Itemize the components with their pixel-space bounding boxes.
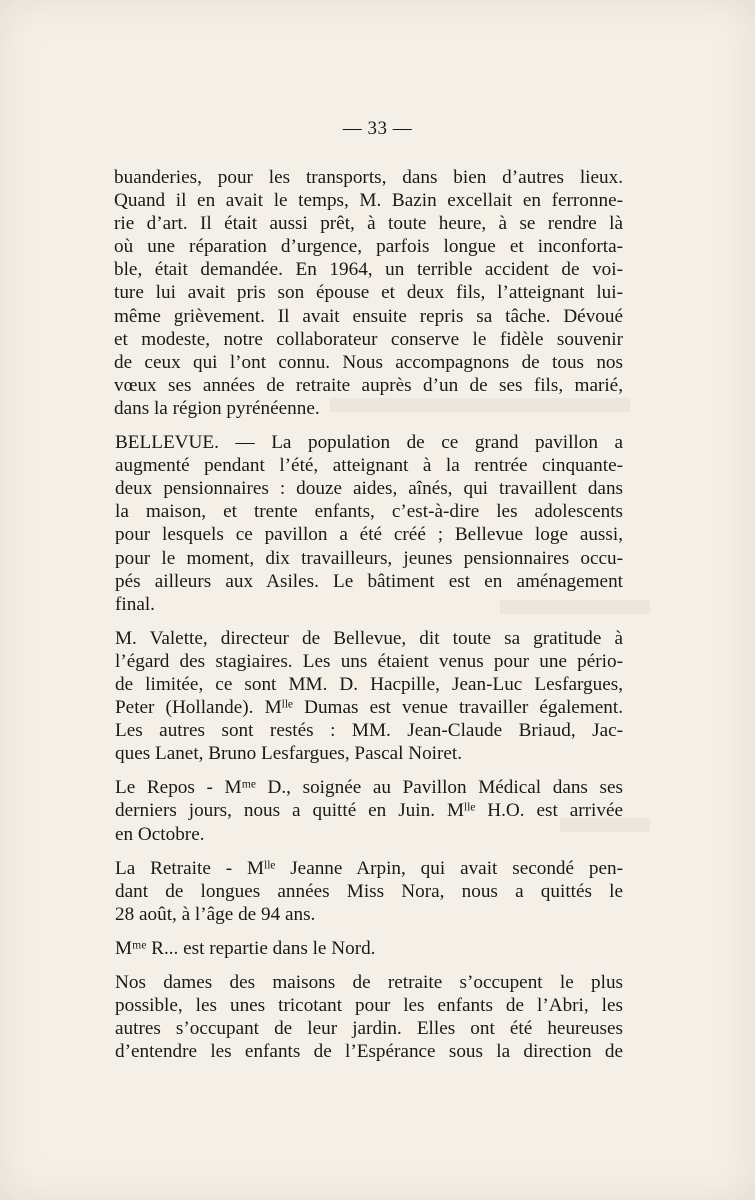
text-line: derniers jours, nous a quitté en Juin. Mˡˡᵉ H.O. est arrivée: [115, 800, 623, 822]
text-line: final.: [115, 593, 155, 615]
text-line: 28 août, à l’âge de 94 ans.: [115, 903, 316, 925]
text-line: buanderies, pour les transports, dans bien d’autres lieux.: [114, 167, 623, 188]
paragraph: [115, 857, 623, 926]
text-line: et modeste, notre collaborateur conserve le fidèle souvenir: [114, 328, 623, 350]
text-line: Mᵐᵉ R... est repartie dans le Nord.: [115, 937, 376, 959]
text-line: ble, était demandée. En 1964, un terrible accident de voi-: [114, 259, 623, 281]
text-line: vœux ses années de retraite auprès d’un de ses fils, marié,: [114, 374, 623, 396]
text-line: possible, les unes tricotant pour les enfants de l’Abri, les: [115, 995, 623, 1017]
text-line: de ceux qui l’ont connu. Nous accompagnons de tous nos: [114, 351, 623, 373]
page-number: — 33 —: [342, 118, 413, 139]
text-line: de limitée, ce sont MM. D. Hacpille, Jean-Luc Lesfargues,: [115, 673, 623, 695]
text-line: l’égard des stagiaires. Les uns étaient venus pour une pério-: [115, 650, 623, 672]
text-line: Les autres sont restés : MM. Jean-Claude Briaud, Jac-: [115, 720, 623, 742]
text-line: ques Lanet, Bruno Lesfargues, Pascal Noiret.: [115, 743, 463, 765]
paragraph: [115, 627, 623, 766]
text-line: en Octobre.: [115, 823, 205, 845]
body-text: [115, 166, 623, 1074]
text-line: même grièvement. Il avait ensuite repris sa tâche. Dévoué: [114, 305, 623, 327]
text-line: deux pensionnaires : douze aides, aînés, qui travaillent dans: [115, 478, 623, 500]
text-line: dans la région pyrénéenne.: [114, 397, 320, 419]
text-line: Le Repos - Mᵐᵉ D., soignée au Pavillon Médical dans ses: [115, 777, 623, 799]
paragraph: [115, 776, 623, 845]
text-line: Quand il en avait le temps, M. Bazin excellait en ferronne-: [114, 190, 623, 212]
text-line: ture lui avait pris son épouse et deux fils, l’atteignant lui-: [114, 282, 623, 304]
text-line: autres s’occupant de leur jardin. Elles ont été heureuses: [115, 1018, 623, 1040]
text-line: Peter (Hollande). Mˡˡᵉ Dumas est venue travailler également.: [115, 697, 623, 719]
text-line: où une réparation d’urgence, parfois longue et inconforta-: [114, 236, 623, 258]
paragraph: [115, 431, 623, 616]
text-line: la maison, et trente enfants, c’est-à-dire les adolescents: [115, 501, 623, 523]
text-line: dant de longues années Miss Nora, nous a quittés le: [115, 880, 623, 902]
text-line: pour lesquels ce pavillon a été créé ; Bellevue loge aussi,: [115, 524, 623, 546]
text-line: pés ailleurs aux Asiles. Le bâtiment est en aménagement: [115, 570, 623, 592]
paragraph: [115, 937, 623, 960]
text-line: Nos dames des maisons de retraite s’occupent le plus: [115, 972, 623, 993]
text-line: d’entendre les enfants de l’Espérance sous la direction de: [115, 1041, 623, 1063]
text-line: rie d’art. Il était aussi prêt, à toute heure, à se rendre là: [114, 213, 623, 235]
text-line: M. Valette, directeur de Bellevue, dit toute sa gratitude à: [115, 627, 623, 649]
text-line: La Retraite - Mˡˡᵉ Jeanne Arpin, qui avait secondé pen-: [115, 857, 623, 879]
paragraph: [115, 971, 623, 1063]
text-line: augmenté pendant l’été, atteignant à la rentrée cinquante-: [115, 455, 623, 477]
paragraph: [114, 166, 623, 420]
text-line: BELLEVUE. — La population de ce grand pavillon a: [115, 432, 623, 454]
text-line: pour le moment, dix travailleurs, jeunes pensionnaires occu-: [115, 547, 623, 569]
